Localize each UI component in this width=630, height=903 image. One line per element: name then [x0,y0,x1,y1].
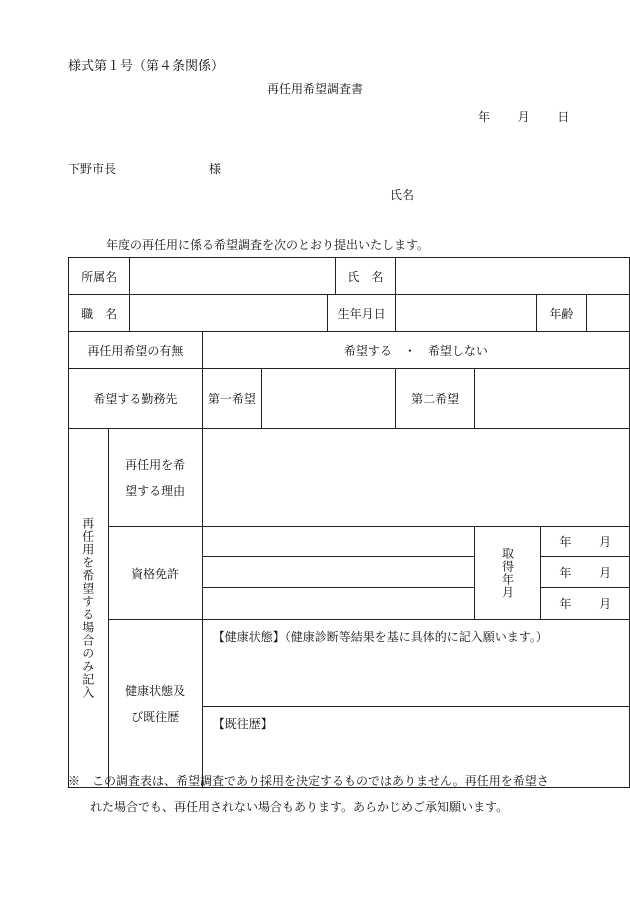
footnote [68,768,549,820]
affiliation-field[interactable] [130,258,336,295]
name-label: 氏 名 [335,258,395,295]
birthdate-label: 生年月日 [328,295,395,332]
acquired-year-1: 年 [559,535,572,549]
acquired-month-1: 月 [599,535,612,549]
reason-label [108,429,202,527]
medical-history-heading: 【既往歴】 [212,717,273,731]
license-field-2[interactable] [202,557,475,588]
license-field-3[interactable] [202,588,475,620]
section-label: 再任用を希望する場合のみ記入 [80,517,95,699]
workplace-label: 希望する勤務先 [69,369,203,429]
acquired-date-2[interactable] [541,557,630,588]
health-label-line2: び既往歴 [131,709,180,724]
health-label [108,620,202,788]
acquired-date-3[interactable] [541,588,630,620]
health-label-line1: 健康状態及 [125,683,186,698]
date-day-label: 日 [557,110,570,124]
acquired-label-cell [475,527,541,620]
date-year-label: 年 [478,110,491,124]
acquired-year-2: 年 [559,565,572,580]
name-field[interactable] [395,258,629,295]
age-label: 年齢 [536,295,586,332]
footnote-line1: ※ この調査表は、希望調査であり採用を決定するものではありません。再任用を希望さ [68,774,549,788]
health-status-heading: 【健康状態】（健康診断等結果を基に具体的に記入願います。） [212,630,548,644]
age-field[interactable] [586,295,629,332]
health-status-field[interactable] [202,620,629,707]
survey-table [68,257,630,788]
addressee: 下野市長 [68,162,117,176]
reason-field[interactable] [202,429,629,527]
affiliation-label: 所属名 [69,258,130,295]
second-choice-field[interactable] [475,369,630,429]
date-line [478,108,569,125]
applicant-name-label: 氏名 [390,188,415,202]
birthdate-field[interactable] [395,295,536,332]
license-label: 資格免許 [108,527,202,620]
wish-label: 再任用希望の有無 [69,332,203,369]
wish-options[interactable]: 希望する ・ 希望しない [202,332,629,369]
position-label: 職 名 [69,295,130,332]
license-field-1[interactable] [202,527,475,557]
section-label-cell [69,429,109,788]
first-choice-field[interactable] [261,369,395,429]
acquired-month-3: 月 [599,597,612,611]
date-month-label: 月 [517,110,530,124]
document-title: 再任用希望調査書 [266,82,363,96]
footnote-line2: れた場合でも、再任用されない場合もあります。あらかじめご承知願います。 [90,800,509,814]
acquired-date-1[interactable] [541,527,630,557]
acquired-year-3: 年 [559,597,572,611]
second-choice-label: 第二希望 [395,369,474,429]
intro-text: 年度の再任用に係る希望調査を次のとおり提出いたします。 [106,238,430,252]
position-field[interactable] [130,295,328,332]
honorific: 様 [209,162,222,176]
first-choice-label: 第一希望 [202,369,261,429]
acquired-month-2: 月 [599,565,612,580]
form-number: 様式第１号（第４条関係） [68,59,225,74]
reason-label-line2: 望する理由 [125,483,186,498]
acquired-label: 取得年月 [500,547,515,599]
reason-label-line1: 再任用を希 [125,457,186,472]
